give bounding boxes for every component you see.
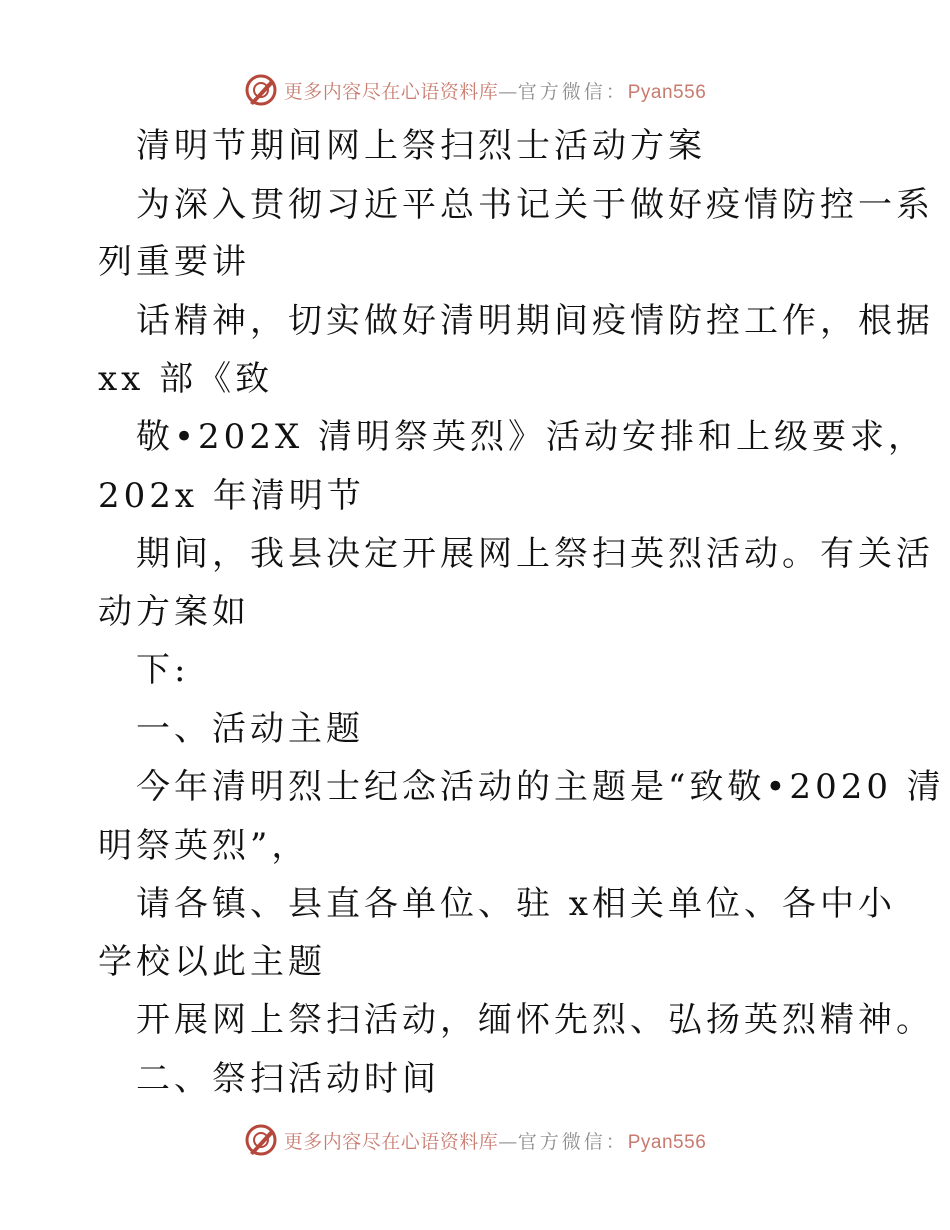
watermark-text: 更多内容尽在心语资料库—官方微信：Pyan556: [283, 1130, 707, 1153]
paragraph-line: 请各镇、县直各单位、驻 x相关单位、各中小: [136, 884, 896, 924]
paragraph-line: 下:: [136, 650, 190, 690]
watermark-footer: [0, 1120, 950, 1160]
paragraph-line: 202x 年清明节: [98, 476, 365, 516]
paragraph-line: 开展网上祭扫活动，缅怀先烈、弘扬英烈精神。: [136, 1000, 934, 1040]
pen-logo-icon: [244, 1123, 278, 1157]
section-heading: 一、活动主题: [136, 709, 364, 749]
paragraph-line: 列重要讲: [98, 242, 250, 282]
paragraph-line: 学校以此主题: [98, 942, 326, 982]
paragraph-line: 明祭英烈”，: [98, 826, 310, 866]
paragraph-line: 期间，我县决定开展网上祭扫英烈活动。有关活: [136, 534, 934, 574]
paragraph-line: xx 部《致: [98, 359, 274, 399]
paragraph-line: 动方案如: [98, 592, 250, 632]
paragraph-line: 为深入贯彻习近平总书记关于做好疫情防控一系: [136, 185, 934, 225]
paragraph-line: 敬•202X 清明祭英烈》活动安排和上级要求，: [136, 417, 926, 457]
paragraph-line: 今年清明烈士纪念活动的主题是“致敬•2020 清: [136, 767, 945, 807]
watermark-header: [0, 70, 950, 110]
document-title: 清明节期间网上祭扫烈士活动方案: [136, 126, 706, 166]
watermark-text: 更多内容尽在心语资料库—官方微信：Pyan556: [283, 80, 707, 103]
paragraph-line: 话精神，切实做好清明期间疫情防控工作，根据: [136, 301, 934, 341]
pen-logo-icon: [244, 73, 278, 107]
section-heading: 二、祭扫活动时间: [136, 1059, 440, 1099]
